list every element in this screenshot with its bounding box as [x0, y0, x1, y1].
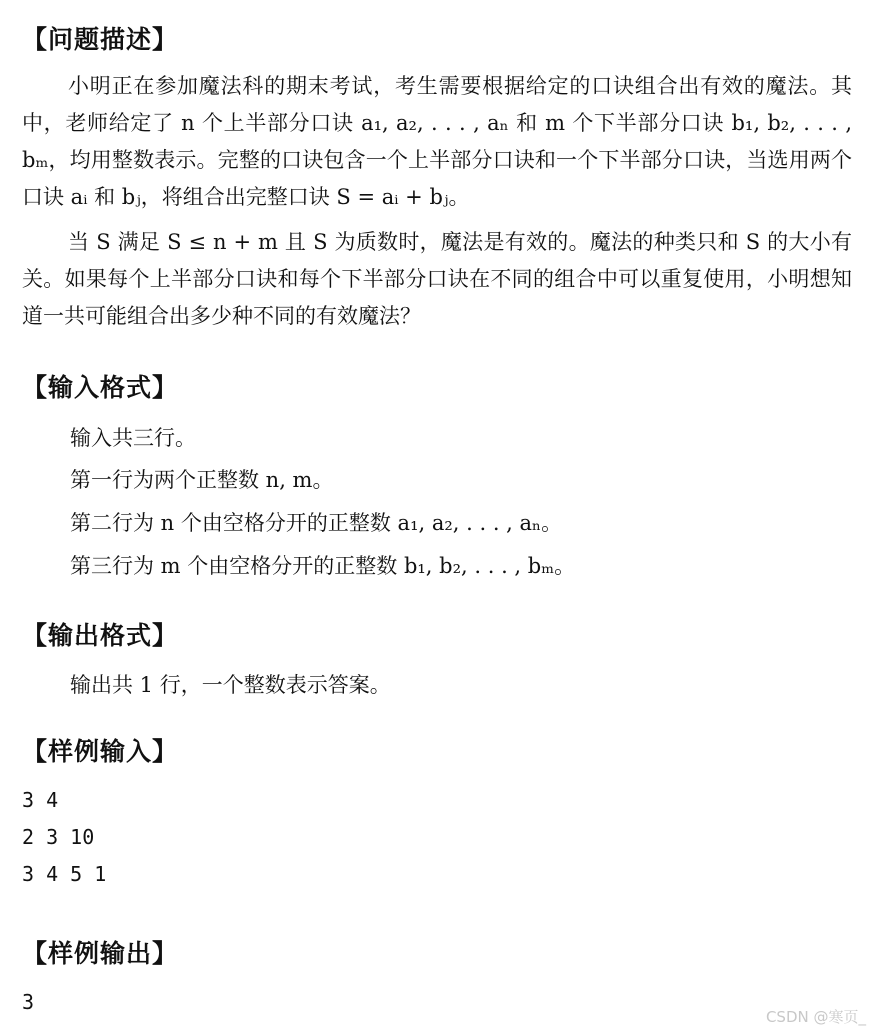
input-format-line: 第二行为 n 个由空格分开的正整数 a₁, a₂, . . . , aₙ。 [70, 511, 563, 535]
problem-heading: 【问题描述】 [22, 25, 179, 54]
problem-paragraph-1: 小明正在参加魔法科的期末考试，考生需要根据给定的口诀组合出有效的魔法。其中，老师给定了 n 个上半部分口诀 a₁, a₂, . . . , aₙ 和 m 个下半部分口诀 b₁, b₂, . . . , bₘ，均用整数表示。完整的口诀包含一个上半部分口诀和一个下半部分口诀，当选用两个口诀 aᵢ 和 bⱼ，将组合出完整口诀 S = aᵢ + bⱼ。 [22, 74, 852, 209]
csdn-watermark: CSDN @寒页_ [765, 1008, 866, 1026]
sample-input-line: 3 4 5 1 [22, 862, 107, 886]
sample-input-line: 2 3 10 [22, 825, 95, 849]
sample-output-line: 3 [22, 990, 35, 1014]
sample-input-heading: 【样例输入】 [22, 737, 179, 766]
input-format-line: 第一行为两个正整数 n, m。 [70, 468, 334, 492]
input-format-heading: 【输入格式】 [22, 373, 179, 402]
input-format-line: 第三行为 m 个由空格分开的正整数 b₁, b₂, . . . , bₘ。 [70, 554, 576, 578]
output-format-heading: 【输出格式】 [22, 621, 179, 650]
problem-paragraph-2: 当 S 满足 S ≤ n + m 且 S 为质数时，魔法是有效的。魔法的种类只和 S 的大小有关。如果每个上半部分口诀和每个下半部分口诀在不同的组合中可以重复使用，小明想知道一共可能组合出多少种不同的有效魔法？ [22, 230, 852, 328]
input-format-line: 输入共三行。 [70, 426, 196, 450]
sample-output-heading: 【样例输出】 [22, 939, 179, 968]
output-format-line: 输出共 1 行，一个整数表示答案。 [70, 673, 391, 697]
sample-input-line: 3 4 [22, 788, 59, 812]
